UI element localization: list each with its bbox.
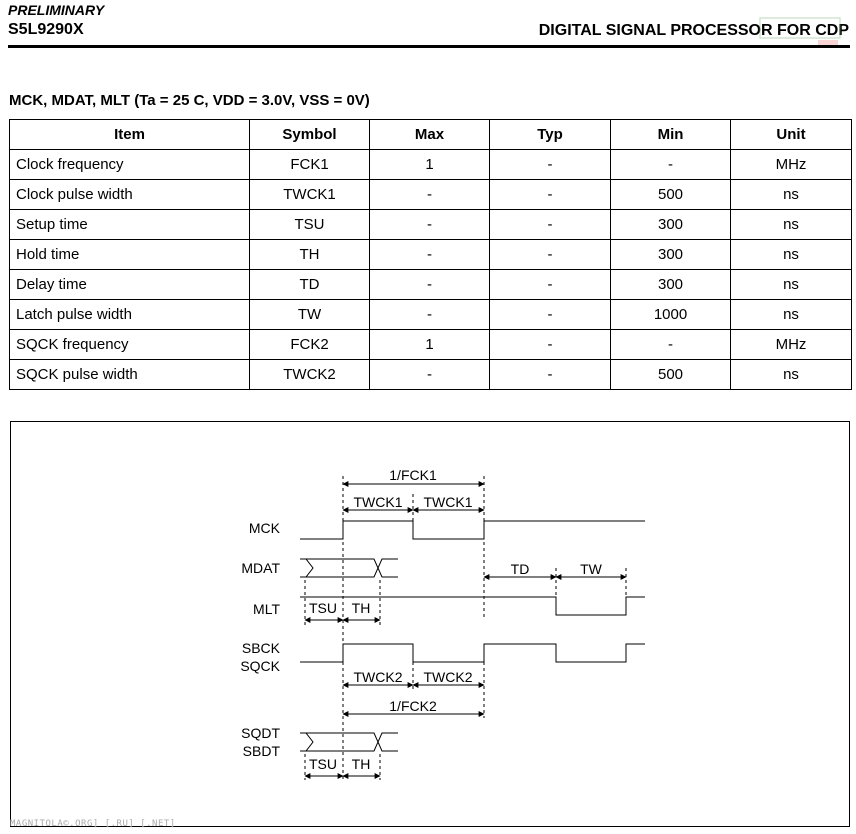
footer-watermark: MAGNITOLA©.ORG] [.RU] [.NET] <box>10 819 176 829</box>
twck1-a-label: TWCK1 <box>353 494 403 510</box>
table-cell-item: Setup time <box>10 210 250 240</box>
tsu-2-label: TSU <box>309 756 337 772</box>
table-cell-symbol: TW <box>250 300 370 330</box>
preliminary-label: PRELIMINARY <box>8 2 105 18</box>
twck1-b-label: TWCK1 <box>423 494 473 510</box>
column-header-item: Item <box>10 120 250 150</box>
table-cell-unit: ns <box>731 240 852 270</box>
mck-waveform <box>300 521 645 539</box>
table-cell-min: - <box>611 150 731 180</box>
table-cell-unit: ns <box>731 270 852 300</box>
table-cell-typ: - <box>490 180 611 210</box>
document-title: DIGITAL SIGNAL PROCESSOR FOR CDP <box>538 22 849 39</box>
table-cell-max: 1 <box>370 150 490 180</box>
table-cell-unit: MHz <box>731 150 852 180</box>
table-cell-symbol: TSU <box>250 210 370 240</box>
part-number: S5L9290X <box>8 21 84 38</box>
twck2-b-label: TWCK2 <box>423 669 473 685</box>
signal-label-sbdt: SBDT <box>242 743 280 759</box>
signal-label-mdat: MDAT <box>241 560 280 576</box>
column-header-unit: Unit <box>731 120 852 150</box>
sqck-waveform <box>300 644 645 662</box>
table-cell-symbol: FCK2 <box>250 330 370 360</box>
tw-label: TW <box>580 561 602 577</box>
table-cell-symbol: TWCK2 <box>250 360 370 390</box>
table-cell-item: Clock pulse width <box>10 180 250 210</box>
table-cell-unit: ns <box>731 300 852 330</box>
tsu-1-label: TSU <box>309 600 337 616</box>
table-cell-max: 1 <box>370 330 490 360</box>
td-label: TD <box>510 561 530 577</box>
table-cell-max: - <box>370 360 490 390</box>
fck2-label: 1/FCK2 <box>389 698 437 714</box>
table-cell-min: 500 <box>611 360 731 390</box>
signal-label-mlt: MLT <box>253 601 280 617</box>
table-cell-item: SQCK frequency <box>10 330 250 360</box>
table-cell-max: - <box>370 240 490 270</box>
table-cell-typ: - <box>490 210 611 240</box>
mdat-waveform <box>300 559 398 577</box>
table-cell-symbol: TD <box>250 270 370 300</box>
table-cell-item: Latch pulse width <box>10 300 250 330</box>
table-cell-typ: - <box>490 240 611 270</box>
table-cell-unit: ns <box>731 180 852 210</box>
twck2-a-label: TWCK2 <box>353 669 403 685</box>
th-1-label: TH <box>351 600 371 616</box>
table-cell-min: 1000 <box>611 300 731 330</box>
column-header-max: Max <box>370 120 490 150</box>
section-title: MCK, MDAT, MLT (Ta = 25 C, VDD = 3.0V, VSS = 0V) <box>9 92 370 109</box>
signal-label-sqdt: SQDT <box>241 725 280 741</box>
table-cell-min: 300 <box>611 210 731 240</box>
table-cell-min: - <box>611 330 731 360</box>
table-cell-max: - <box>370 300 490 330</box>
column-header-typ: Typ <box>490 120 611 150</box>
table-cell-unit: ns <box>731 210 852 240</box>
sqdt-waveform <box>300 733 398 751</box>
table-cell-typ: - <box>490 360 611 390</box>
table-cell-typ: - <box>490 150 611 180</box>
table-cell-item: SQCK pulse width <box>10 360 250 390</box>
table-cell-min: 300 <box>611 240 731 270</box>
table-cell-symbol: TWCK1 <box>250 180 370 210</box>
table-cell-unit: ns <box>731 360 852 390</box>
table-cell-item: Hold time <box>10 240 250 270</box>
table-cell-min: 300 <box>611 270 731 300</box>
th-2-label: TH <box>351 756 371 772</box>
column-header-symbol: Symbol <box>250 120 370 150</box>
table-cell-item: Delay time <box>10 270 250 300</box>
table-cell-max: - <box>370 270 490 300</box>
table-cell-symbol: FCK1 <box>250 150 370 180</box>
table-cell-max: - <box>370 180 490 210</box>
table-cell-typ: - <box>490 300 611 330</box>
table-cell-typ: - <box>490 270 611 300</box>
table-cell-typ: - <box>490 330 611 360</box>
table-cell-unit: MHz <box>731 330 852 360</box>
signal-label-sqck: SQCK <box>240 658 280 674</box>
signal-label-mck: MCK <box>248 520 280 536</box>
fck1-label: 1/FCK1 <box>389 467 437 483</box>
table-cell-item: Clock frequency <box>10 150 250 180</box>
table-cell-symbol: TH <box>250 240 370 270</box>
table-cell-min: 500 <box>611 180 731 210</box>
signal-label-sbck: SBCK <box>241 640 280 656</box>
table-cell-max: - <box>370 210 490 240</box>
column-header-min: Min <box>611 120 731 150</box>
